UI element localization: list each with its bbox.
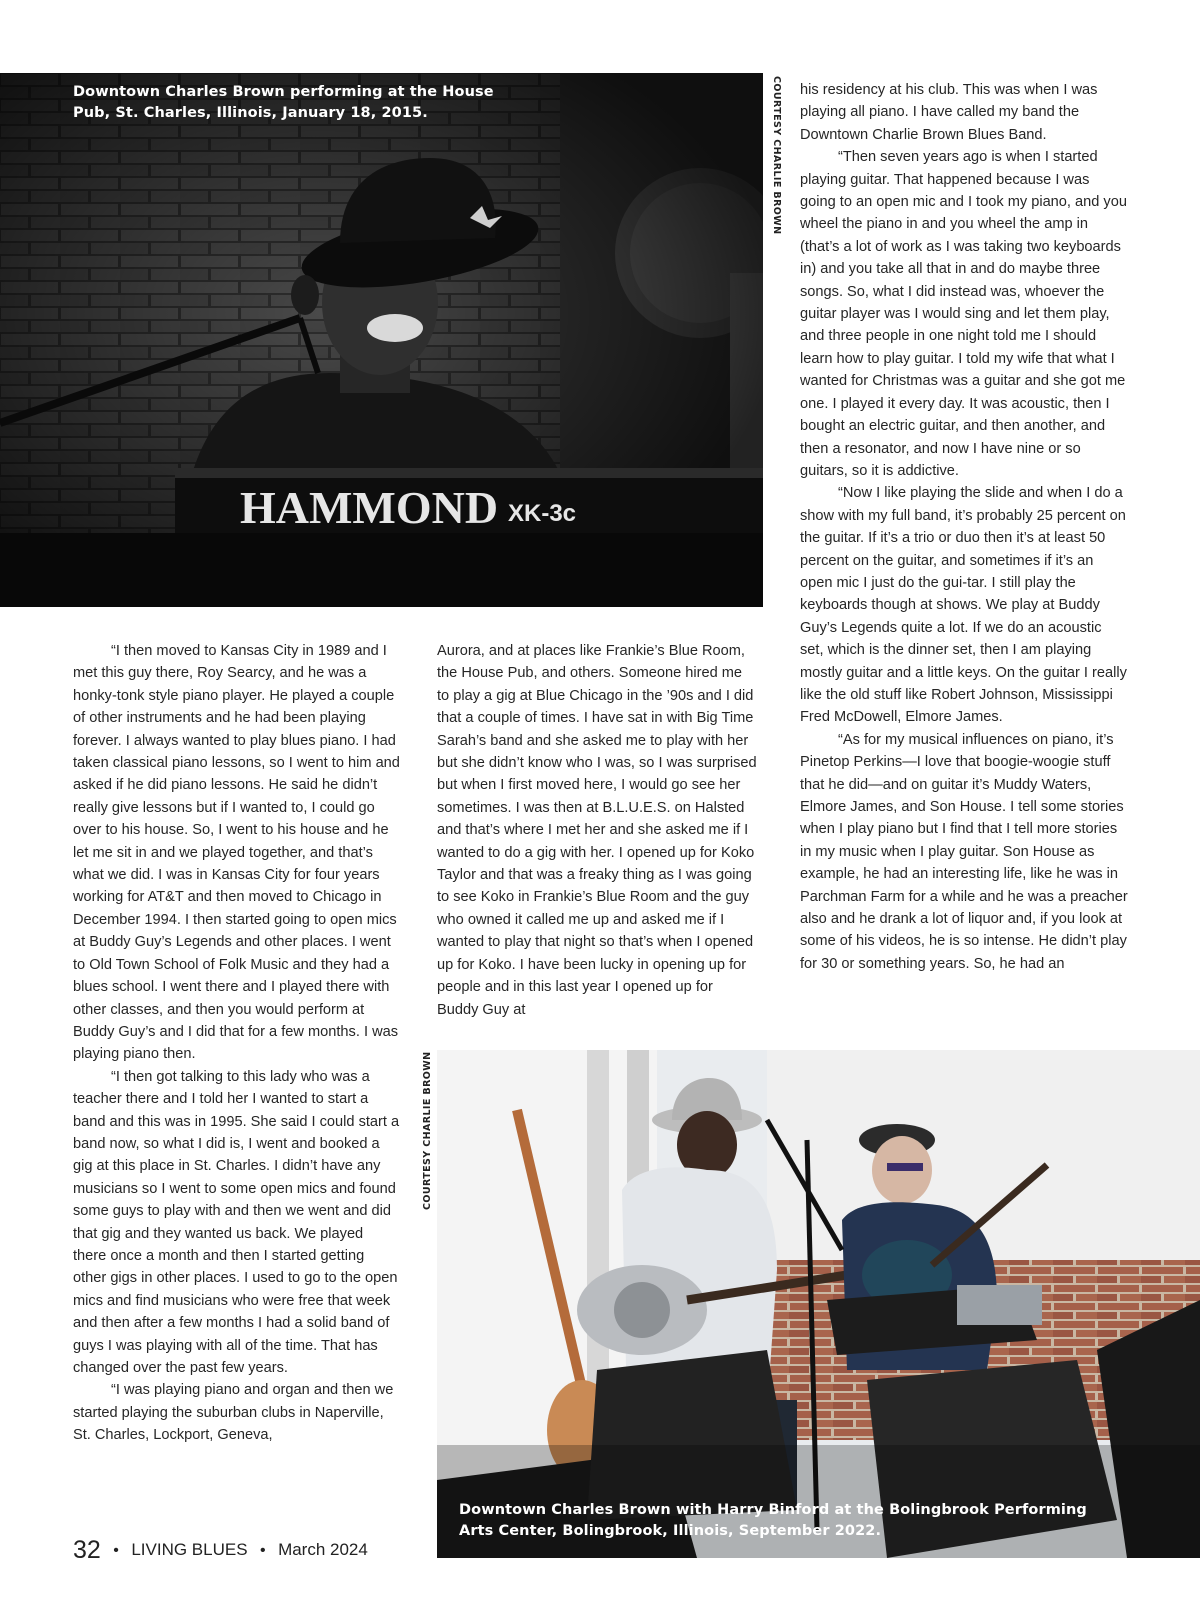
article-paragraph: “I was playing piano and organ and then we started playing the suburban clubs in Naperville, St. Charles, Lockport, Geneva, [73,1382,394,1444]
photo-top-credit: COURTESY CHARLIE BROWN [771,76,782,235]
photo-bottom-caption: Downtown Charles Brown with Harry Binford at the Bolingbrook Performing Arts Center, Bolingbrook, Illinois, September 2022. [459,1502,1087,1539]
article-column-1 [73,640,400,1447]
article-paragraph: “Now I like playing the slide and when I do a show with my full band, it’s probably 25 percent on the guitar. If it’s a trio or duo then it’s at least 50 percent on the guitar, and sometimes if it’s an open mic I just do the gui-tar. I still play the keyboards though at shows. We play at Buddy Guy’s Legends quite a lot. If we do an acoustic set, which is the dinner set, then I am playing mostly guitar and a little keys. On the guitar I really like the old stuff like Robert Johnson, Mississippi Fred McDowell, Elmore James. [800,485,1127,726]
footer-bullet: • [113,1542,119,1559]
article-paragraph: “I then moved to Kansas City in 1989 and I met this guy there, Roy Searcy, and he was a honky-tonk style piano player. He played a couple of other instruments and he had been playing forever. I always wanted to play blues piano. I had taken classical piano lessons, so I went to him and asked if he did piano lessons. He said he didn’t really give lessons but if I wanted to, I could go over to his house. So, I went to his house and he let me sit in and we played together, and that’s what we did. I was in Kansas City for four years working for AT&T and then moved to Chicago in December 1994. I then started going to open mics at Buddy Guy’s Legends and other places. I went to Old Town School of Folk Music and they had a blues school. I went there and I played there with other classes, and then you would perform at Buddy Guy’s and I did that for a few months. I was playing piano then. [73,643,400,1063]
article-paragraph: Aurora, and at places like Frankie’s Blue Room, the House Pub, and others. Someone hired me to play a gig at Blue Chicago in the ’90s and I did that a couple of times. I have sat in with Big Time Sarah’s band and she asked me to play with her but she didn’t know who I was, so I was surprised but when I first moved here, I would go see her sometimes. I was then at B.L.U.E.S. on Halsted and that’s where I met her and she asked me if I wanted to do a gig with her. I opened up for Koko Taylor and that was a freaky thing as I was going to see Koko in Frankie’s Blue Room and the guy who owned it called me up and asked me if I wanted to play that night so that’s when I opened up for Koko. I have been lucky in opening up for people and in this last year I opened up for Buddy Guy at [437,643,757,1018]
article-column-3 [800,79,1128,975]
article-paragraph: “As for my musical influences on piano, it’s Pinetop Perkins—I love that boogie-woogie stuff that he did—and on guitar it’s Muddy Waters, Elmore James, and Son House. I tell some stories when I play piano but I find that I tell more stories in my music when I play guitar. Son House as example, he had an interesting life, like he was in Parchman Farm for a while and he was a preacher also and he drank a lot of liquor and, if you look at some of his videos, he is so intense. He didn’t play for 30 or something years. So, he had an [800,731,1128,972]
magazine-name: LIVING BLUES [131,1540,248,1559]
article-paragraph: his residency at his club. This was when I was playing all piano. I have called my band the Downtown Charlie Brown Blues Band. [800,82,1098,143]
photo-top-image [0,73,763,607]
footer-bullet: • [260,1542,266,1559]
keyboard-brand-text: HAMMOND [240,482,499,533]
photo-bottom-image [437,1050,1200,1558]
article-column-2 [437,640,757,1021]
page-footer [73,1536,368,1565]
photo-performer-hammond [0,73,763,607]
article-paragraph: “I then got talking to this lady who was a teacher there and I told her I wanted to start a band and this was in 1995. She said I could start a band now, so what I did is, I went and booked a gig at this place in St. Charles. I didn’t have any musicians so I went to some open mics and found some guys to play with and then we went and did that gig and they wanted us back. We played there once a month and then I started getting other gigs in other places. I used to go to the open mics and find musicians who were free that week and then after a few months I had a solid band of guys I was playing with all of the time. That has changed over the past few years. [73,1068,400,1376]
keyboard-model-text: XK-3c [508,500,577,527]
photo-performers-bolingbrook [437,1050,1200,1558]
photo-top-caption: Downtown Charles Brown performing at the House Pub, St. Charles, Illinois, January 18, 2015. [73,84,494,121]
article-paragraph: “Then seven years ago is when I started playing guitar. That happened because I was going to an open mic and I took my piano, and you wheel the piano in and you wheel the amp in (that’s a lot of work as I was taking two keyboards in) and you take all that in and do maybe three songs. So, what I did instead was, whoever the guitar player was I would sing and let them play, and three people in one night told me I should learn how to play guitar. I told my wife that what I wanted for Christmas was a guitar and she got me one. I played it every day. It was acoustic, then I bought an electric guitar, and then another, and then a resonator, and now I have nine or so guitars, so it is addictive. [800,149,1127,479]
page-number: 32 [73,1536,101,1564]
photo-bottom-credit: COURTESY CHARLIE BROWN [422,1051,433,1210]
issue-date: March 2024 [278,1540,368,1559]
